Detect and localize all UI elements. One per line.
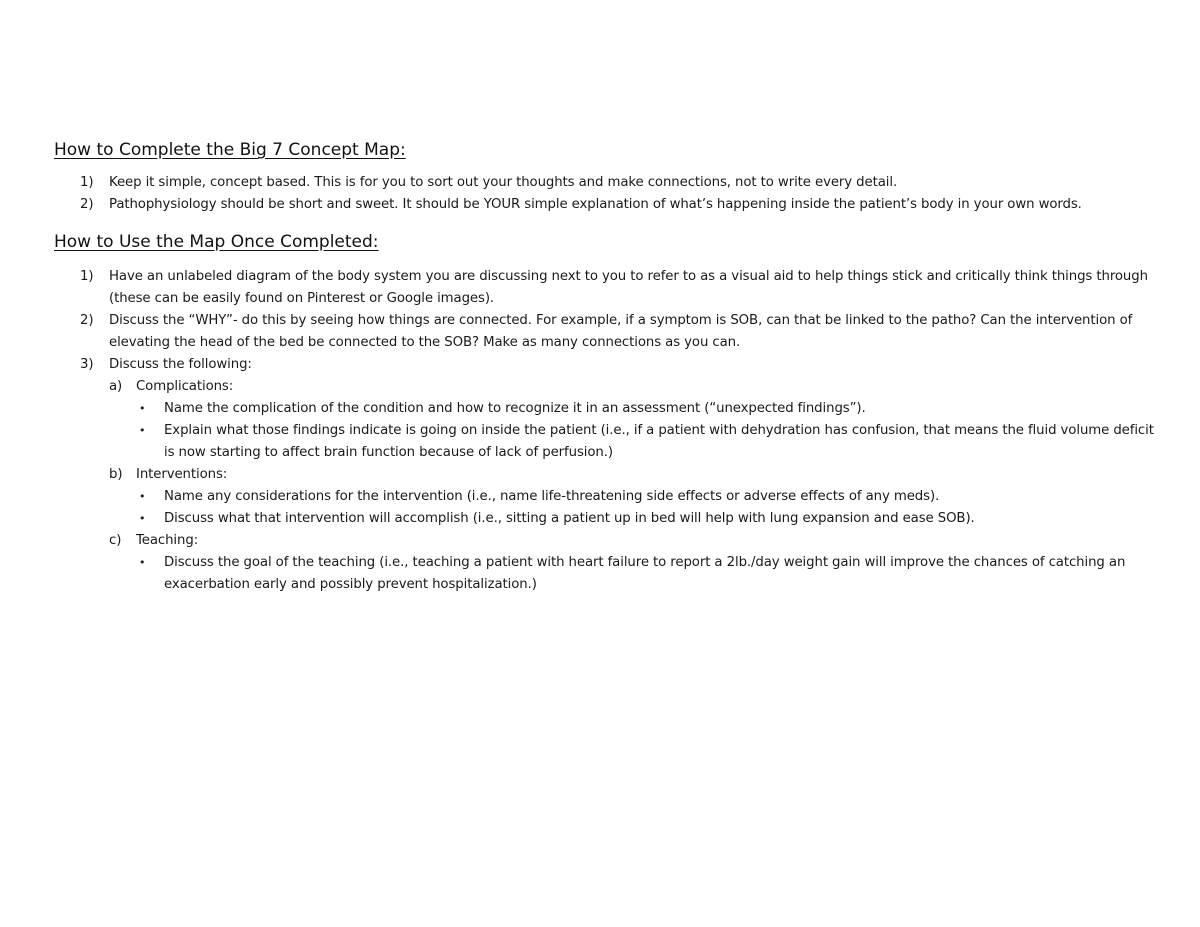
list-item xyxy=(54,310,1154,354)
bullet-icon: • xyxy=(139,424,146,437)
bullet-item xyxy=(136,420,1154,464)
sublist-item-complications xyxy=(109,376,1154,464)
sublist-marker: a) xyxy=(109,379,123,394)
bullet-icon: • xyxy=(139,512,146,525)
bullet-text: Discuss what that intervention will accomplish (i.e., sitting a patient up in bed will help with lung expansion and ease SOB). xyxy=(164,511,975,526)
sublist-marker: c) xyxy=(109,533,122,548)
list-marker: 2) xyxy=(80,313,94,328)
bullet-text: Explain what those findings indicate is going on inside the patient (i.e., if a patient with dehydration has confusion, that means the fluid volume deficit is now starting to affect brain function because of lack of perfusion.) xyxy=(164,423,1154,460)
sublist-item-interventions xyxy=(109,464,1154,530)
document-content xyxy=(54,138,1154,596)
list-item xyxy=(54,266,1154,310)
list-item-text: Have an unlabeled diagram of the body system you are discussing next to you to refer to as a visual aid to help things stick and critically think things through (these can be easily found on Pinterest or Google images). xyxy=(109,269,1148,306)
bullet-item xyxy=(136,486,1154,508)
discussion-sublist xyxy=(109,376,1154,596)
list-item-text: Keep it simple, concept based. This is for you to sort out your thoughts and make connections, not to write every detail. xyxy=(109,175,898,190)
list-marker: 2) xyxy=(80,197,94,212)
list-marker: 3) xyxy=(80,357,94,372)
list-item xyxy=(54,354,1154,596)
bullet-list xyxy=(136,552,1154,596)
bullet-text: Discuss the goal of the teaching (i.e., teaching a patient with heart failure to report a 2lb./day weight gain will improve the chances of catching an exacerbation early and possibly prevent hospitalization.) xyxy=(164,555,1126,592)
sublist-item-text: Teaching: xyxy=(136,533,199,548)
bullet-icon: • xyxy=(139,402,146,415)
list-marker: 1) xyxy=(80,175,94,190)
bullet-text: Name the complication of the condition and how to recognize it in an assessment (“unexpected findings”). xyxy=(164,401,866,416)
bullet-icon: • xyxy=(139,556,146,569)
list-item-text: Pathophysiology should be short and sweet. It should be YOUR simple explanation of what’s happening inside the patient’s body in your own words. xyxy=(109,197,1082,212)
sublist-item-teaching xyxy=(109,530,1154,596)
list-marker: 1) xyxy=(80,269,94,284)
bullet-list xyxy=(136,398,1154,464)
section-heading-use-map: How to Use the Map Once Completed: xyxy=(54,232,379,252)
bullet-item xyxy=(136,398,1154,420)
bullet-text: Name any considerations for the intervention (i.e., name life-threatening side effects or adverse effects of any meds). xyxy=(164,489,940,504)
sublist-item-text: Interventions: xyxy=(136,467,228,482)
list-item xyxy=(54,172,1154,194)
bullet-icon: • xyxy=(139,490,146,503)
bullet-list xyxy=(136,486,1154,530)
list-item xyxy=(54,194,1154,216)
list-item-text: Discuss the “WHY”- do this by seeing how things are connected. For example, if a symptom is SOB, can that be linked to the patho? Can the intervention of elevating the head of the bed be connected to the SOB? Make as many connections as you can. xyxy=(109,313,1133,350)
sublist-marker: b) xyxy=(109,467,123,482)
use-map-list xyxy=(54,266,1154,596)
list-item-text: Discuss the following: xyxy=(109,357,252,372)
complete-map-list xyxy=(54,172,1154,216)
sublist-item-text: Complications: xyxy=(136,379,234,394)
bullet-item xyxy=(136,552,1154,596)
section-heading-complete-map: How to Complete the Big 7 Concept Map: xyxy=(54,140,406,160)
bullet-item xyxy=(136,508,1154,530)
